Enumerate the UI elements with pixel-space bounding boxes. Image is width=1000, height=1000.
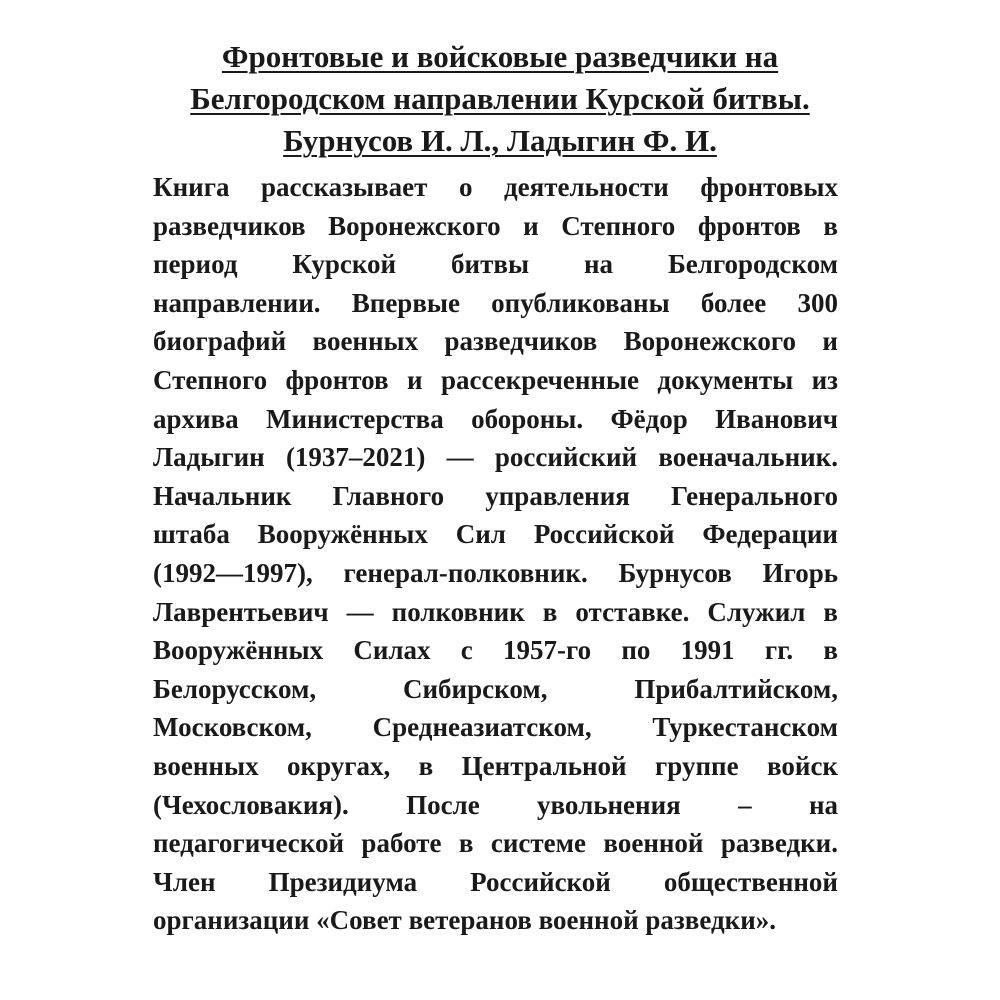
paragraph-line: архива Министерства обороны. Фёдор Иванович bbox=[153, 403, 838, 434]
paragraph-line: Лаврентьевич — полковник в отставке. Служил в bbox=[153, 596, 838, 627]
paragraph-line: направлении. Впервые опубликованы более 300 bbox=[153, 287, 838, 318]
paragraph-line: Ладыгин (1937–2021) — российский военачальник. bbox=[153, 442, 838, 473]
paragraph-line: (1992—1997), генерал-полковник. Бурнусов Игорь bbox=[153, 557, 838, 588]
paragraph-line: штаба Вооружённых Сил Российской Федерации bbox=[153, 519, 838, 550]
paragraph-line: разведчиков Воронежского и Степного фронтов в bbox=[153, 210, 838, 241]
title-line: Белгородском направлении Курской битвы. bbox=[190, 81, 810, 116]
paragraph-line: Начальник Главного управления Генерального bbox=[153, 480, 838, 511]
paragraph-line: Московском, Среднеазиатском, Туркестанском bbox=[153, 712, 838, 743]
document-title bbox=[100, 36, 900, 162]
title-line: Фронтовые и войсковые разведчики на bbox=[221, 39, 779, 74]
title-line: Бурнусов И. Л., Ладыгин Ф. И. bbox=[283, 123, 717, 158]
paragraph-line: педагогической работе в системе военной разведки. bbox=[153, 828, 838, 859]
paragraph-line: организации «Совет ветеранов военной разведки». bbox=[153, 905, 777, 936]
paragraph-line: период Курской битвы на Белгородском bbox=[153, 249, 838, 280]
paragraph-line: Член Президиума Российской общественной bbox=[153, 866, 838, 897]
paragraph-line: Книга рассказывает о деятельности фронтовых bbox=[153, 172, 838, 202]
paragraph-line: военных округах, в Центральной группе войск bbox=[153, 750, 838, 781]
paragraph-line: Вооружённых Силах с 1957-го по 1991 гг. в bbox=[153, 635, 838, 666]
paragraph-line: (Чехословакия). После увольнения – на bbox=[153, 789, 838, 820]
paragraph-line: биографий военных разведчиков Воронежского и bbox=[153, 326, 838, 357]
description-paragraph bbox=[153, 168, 838, 940]
paragraph-line: Белорусском, Сибирском, Прибалтийском, bbox=[153, 673, 838, 704]
paragraph-line: Степного фронтов и рассекреченные документы из bbox=[153, 364, 838, 395]
